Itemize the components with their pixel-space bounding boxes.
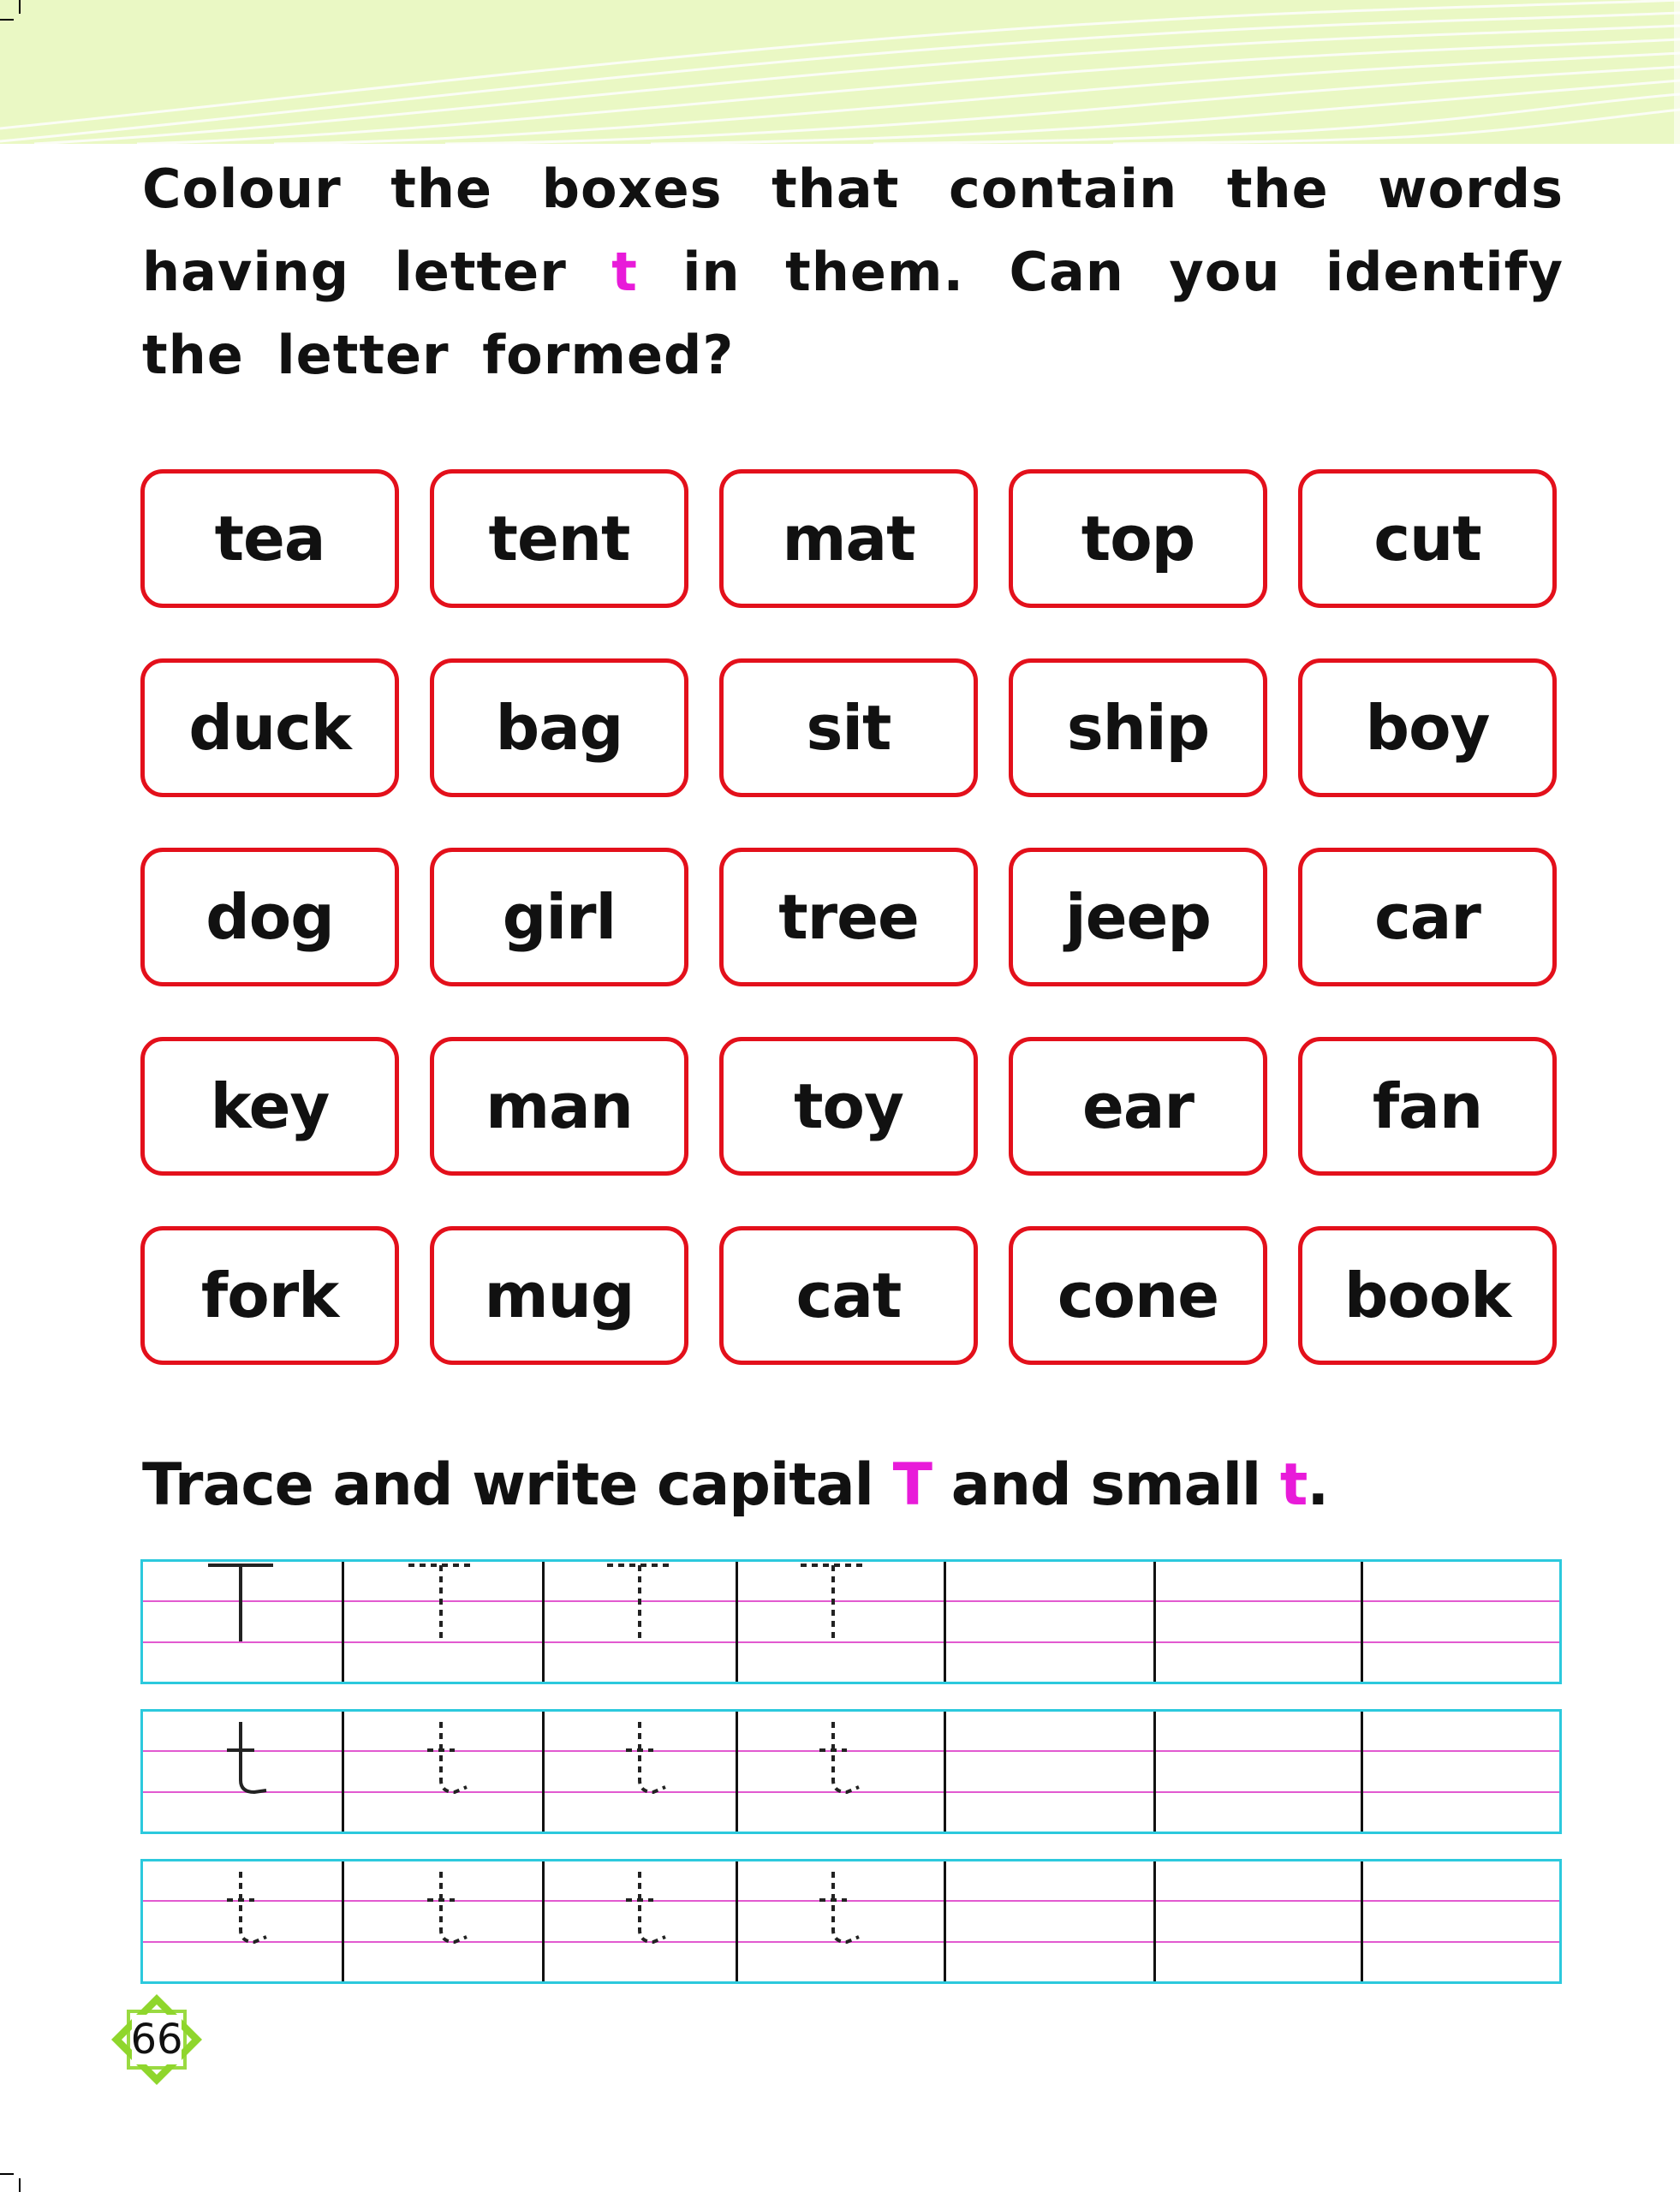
word-box[interactable]: fan: [1298, 1037, 1557, 1176]
word-box[interactable]: toy: [719, 1037, 978, 1176]
word-box[interactable]: man: [430, 1037, 688, 1176]
cell-divider: [542, 1712, 545, 1832]
word-box[interactable]: tree: [719, 848, 978, 986]
word-box[interactable]: girl: [430, 848, 688, 986]
instruction-part2: in them. Can you identify the letter formed?: [142, 241, 1564, 386]
word-box[interactable]: key: [140, 1037, 399, 1176]
decorative-top-band: [0, 0, 1680, 144]
trace-row-small-2: [140, 1859, 1562, 1984]
cell-divider: [944, 1712, 946, 1832]
word-box[interactable]: mug: [430, 1226, 688, 1365]
small-t-dotted-glyph[interactable]: [783, 1712, 886, 1832]
small-t-dotted-glyph[interactable]: [391, 1712, 494, 1832]
word-box[interactable]: fork: [140, 1226, 399, 1365]
capital-t-dotted-glyph[interactable]: [391, 1562, 494, 1682]
cell-divider: [1153, 1861, 1156, 1981]
word-box[interactable]: top: [1009, 469, 1267, 608]
word-box[interactable]: cat: [719, 1226, 978, 1365]
cell-divider: [542, 1562, 545, 1682]
word-box[interactable]: tea: [140, 469, 399, 608]
small-t-dotted-glyph[interactable]: [590, 1712, 693, 1832]
small-t-model-glyph: [191, 1712, 294, 1832]
trace-small-letter: t: [1279, 1451, 1308, 1519]
word-box[interactable]: tent: [430, 469, 688, 608]
word-box[interactable]: ship: [1009, 658, 1267, 797]
word-box[interactable]: mat: [719, 469, 978, 608]
word-box[interactable]: dog: [140, 848, 399, 986]
word-box[interactable]: cut: [1298, 469, 1557, 608]
crop-mark: [19, 2178, 21, 2192]
page-number: 66: [130, 2016, 183, 2064]
word-box[interactable]: duck: [140, 658, 399, 797]
cell-divider: [944, 1562, 946, 1682]
word-box[interactable]: bag: [430, 658, 688, 797]
cell-divider: [542, 1861, 545, 1981]
page-number-badge: [110, 1992, 204, 2087]
cell-divider: [1361, 1712, 1363, 1832]
trace-row-small-1: [140, 1709, 1562, 1834]
word-box[interactable]: cone: [1009, 1226, 1267, 1365]
capital-t-dotted-glyph[interactable]: [783, 1562, 886, 1682]
small-t-dotted-glyph[interactable]: [391, 1861, 494, 1981]
cell-divider: [1153, 1712, 1156, 1832]
crop-mark: [0, 19, 14, 21]
cell-divider: [342, 1861, 344, 1981]
cell-divider: [944, 1861, 946, 1981]
cell-divider: [736, 1562, 738, 1682]
instruction-part1: Colour the boxes that contain the words having letter: [142, 158, 1564, 303]
trace-title-end: .: [1307, 1451, 1329, 1519]
crop-mark: [0, 2173, 14, 2175]
small-t-dotted-glyph[interactable]: [191, 1861, 294, 1981]
capital-t-dotted-glyph[interactable]: [590, 1562, 693, 1682]
word-box[interactable]: boy: [1298, 658, 1557, 797]
trace-capital-letter: T: [892, 1451, 932, 1519]
trace-title: [142, 1451, 1328, 1519]
small-t-dotted-glyph[interactable]: [590, 1861, 693, 1981]
cell-divider: [1361, 1861, 1363, 1981]
cell-divider: [736, 1861, 738, 1981]
small-t-dotted-glyph[interactable]: [783, 1861, 886, 1981]
trace-title-part1: Trace and write capital: [142, 1451, 873, 1519]
crop-mark: [19, 0, 21, 14]
word-box[interactable]: sit: [719, 658, 978, 797]
instruction-text: [142, 147, 1564, 396]
cell-divider: [342, 1562, 344, 1682]
trace-row-capital: [140, 1559, 1562, 1684]
cell-divider: [736, 1712, 738, 1832]
word-grid: [140, 469, 1557, 1365]
cell-divider: [1361, 1562, 1363, 1682]
word-box[interactable]: ear: [1009, 1037, 1267, 1176]
trace-title-part2: and small: [950, 1451, 1261, 1519]
word-box[interactable]: car: [1298, 848, 1557, 986]
instruction-highlight-letter: t: [611, 241, 638, 303]
word-box[interactable]: jeep: [1009, 848, 1267, 986]
cell-divider: [1153, 1562, 1156, 1682]
cell-divider: [342, 1712, 344, 1832]
word-box[interactable]: book: [1298, 1226, 1557, 1365]
capital-t-model-glyph: [191, 1562, 294, 1682]
